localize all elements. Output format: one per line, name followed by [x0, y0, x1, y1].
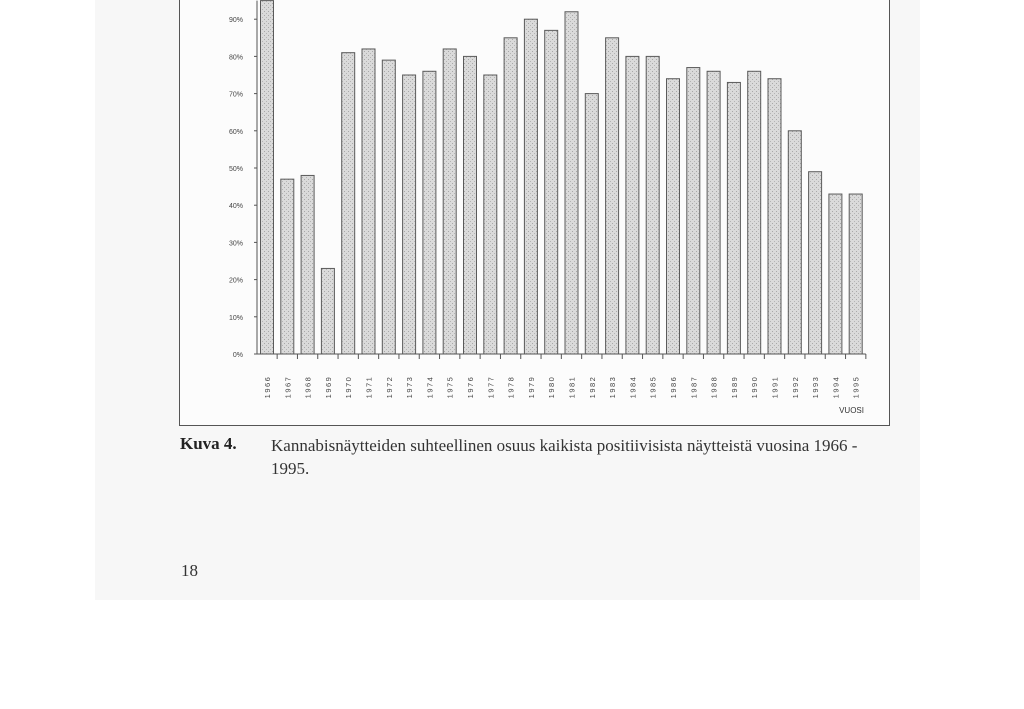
bar-1975	[443, 49, 456, 354]
bar-1992	[788, 131, 801, 354]
x-tick-label: 1983	[608, 375, 618, 399]
bar-1987	[687, 68, 700, 354]
bar-1967	[281, 179, 294, 354]
x-tick-label: 1986	[669, 375, 678, 399]
bar-1986	[667, 79, 680, 354]
figure-caption: Kannabisnäytteiden suhteellinen osuus kaikista positiivisista näytteistä vuosina 1966 - 1995.	[271, 436, 858, 478]
y-tick-label: 60%	[228, 128, 243, 136]
bar-1971	[362, 49, 375, 354]
x-tick-label: 1987	[689, 375, 699, 399]
page-number: 18	[181, 561, 198, 580]
bar-1974	[423, 71, 436, 354]
y-tick-label: 90%	[228, 17, 243, 25]
bar-1972	[382, 60, 395, 354]
y-tick-label: 30%	[228, 240, 243, 248]
bar-1966	[261, 1, 274, 354]
x-tick-label: 1985	[648, 375, 658, 399]
x-tick-label: 1966	[263, 375, 272, 399]
bar-1994	[829, 194, 842, 354]
bar-1984	[626, 56, 639, 354]
bar-1969	[321, 268, 334, 354]
y-tick-label: 50%	[228, 166, 243, 173]
x-tick-label: 1968	[303, 375, 313, 399]
x-tick-label: 1979	[526, 375, 536, 399]
x-tick-label: 1984	[628, 375, 638, 399]
x-tick-label: 1981	[567, 375, 577, 399]
x-tick-label: 1975	[445, 375, 455, 399]
bar-1980	[545, 30, 558, 354]
bar-1989	[727, 82, 740, 354]
x-tick-label: 1978	[506, 375, 516, 399]
x-tick-label: 1991	[770, 375, 780, 399]
chart-frame	[179, 0, 890, 426]
bar-1988	[707, 71, 720, 354]
y-tick-label: 80%	[228, 54, 243, 62]
figure-label: Kuva 4.	[180, 434, 237, 453]
bar-1978	[504, 38, 517, 354]
x-tick-label: 1980	[547, 375, 557, 399]
x-tick-label: 1994	[831, 375, 841, 399]
bar-1993	[809, 172, 822, 354]
bar-1976	[464, 56, 477, 354]
bar-1990	[748, 71, 761, 354]
bar-1991	[768, 79, 781, 354]
x-tick-label: 1992	[790, 375, 800, 399]
bar-1977	[484, 75, 497, 354]
bar-1968	[301, 175, 314, 354]
x-tick-label: 1971	[364, 375, 374, 399]
x-tick-label: 1989	[729, 375, 739, 399]
x-tick-label: 1990	[750, 375, 760, 399]
x-tick-label: 1969	[323, 375, 333, 399]
bar-1982	[585, 94, 598, 354]
y-tick-label: 10%	[228, 314, 243, 322]
x-tick-label: 1967	[283, 375, 293, 399]
y-tick-label: 0%	[232, 352, 243, 359]
x-tick-label: 1995	[851, 375, 861, 399]
x-axis-label: VUOSI	[839, 406, 864, 415]
y-tick-label: 40%	[228, 203, 243, 211]
bar-1970	[342, 53, 355, 354]
x-tick-label: 1972	[384, 375, 394, 399]
y-tick-label: 20%	[228, 277, 243, 285]
bar-1985	[646, 56, 659, 354]
x-tick-label: 1973	[405, 375, 415, 399]
bar-1973	[403, 75, 416, 354]
bar-1979	[524, 19, 537, 354]
x-tick-label: 1993	[811, 375, 821, 399]
bar-1983	[606, 38, 619, 354]
x-tick-label: 1977	[486, 375, 496, 399]
y-tick-label: 70%	[228, 91, 243, 99]
x-tick-label: 1974	[425, 375, 435, 399]
bar-1995	[849, 194, 862, 354]
x-tick-label: 1976	[466, 375, 475, 399]
bar-1981	[565, 12, 578, 354]
x-tick-label: 1988	[709, 375, 719, 399]
x-tick-label: 1970	[344, 375, 354, 399]
bar-chart	[180, 0, 891, 427]
x-tick-label: 1982	[587, 375, 597, 399]
